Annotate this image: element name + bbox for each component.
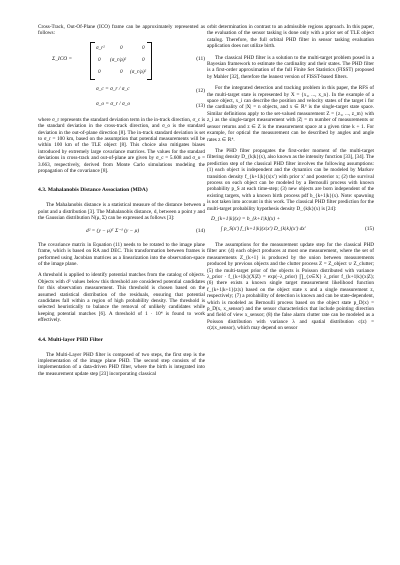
assumptions-paragraph: The assumptions for the measurement update step for the classical PHD filter are: (4) each object produces at most one measurement, where the set of measurements Z_{k+1} is produced by the union between measurements produced by previous objects and the clutter process Z = Z_object ∪ Z_clutter; (5) the multi-target prior of the objects is Poisson distributed with variance λ_prior · f_{k+1|k}(X|Z) = exp(−λ_prior) ∏_{x∈X} λ_prior f_{k+1|k}(x|Z); (6) there exists a known single target measurement likelihood function f_{k+1|k+1}(z|x) based on the object state x and a single measurement z, respectively; (7) a probability of detection is known and can be state-dependent, which is modeled as Bernoulli process based on the object state p_D(x) = p_D(x, x_sensor) and the sensor characteristics that include pointing direction and field of view x_sensor; (8) the false alarm clutter rate can be modeled as a Poisson distribution with variance λ and spatial distribution c(z) = c(z|x_sensor), which may depend on sensor [207,241,374,332]
left-column [38,24,205,377]
matrix-cell: (σ_r/ρ)² [130,68,147,75]
matrix-cell: 0 [142,56,145,63]
right-column [207,24,374,332]
equation-14 [38,225,205,239]
matrix-cell: 0 [120,68,123,75]
equation-12-number: (12) [196,87,205,94]
mda-paragraph: The Mahalanobis distance is a statistical measure of the distance between a point and a distribution [3]. The Mahalanobis distance, d, between a point y and the Gaussian distribution N(μ, Σ) can be expressed as follows [3]: [38,202,205,222]
matrix-cell: 0 [120,44,123,51]
equation-11 [38,40,205,82]
equation-12-body: σ_c = σ_r / σ_c [96,85,130,92]
matrix-bracket-right [147,42,152,80]
equation-13-body: σ_o = σ_r / σ_o [96,100,131,107]
matrix-cell: σ_r² [96,44,105,51]
section-heading-mda: 4.3. Mahalanobis Distance Association (MDA) [38,187,148,194]
matrix-cell: (σ_r/ρ)² [110,56,127,63]
equation-15-line-1: D_{k+1|k}(x) = b_{k+1|k}(x) + [211,215,281,222]
section-heading-phd: 4.4. Multi-layer PHD Filter [38,336,103,343]
intro-paragraph: Cross-Track, Out-Of-Plane (ICO) frame can be approximately represented as follows: [38,24,205,37]
matrix-cell: 0 [98,56,101,63]
equation-13 [38,100,205,112]
equation-11-label: Σ_ICO = [52,55,73,62]
propagation-paragraph: The PHD filter propagates the first-order moment of the multi-target filtering density D_{k|k}(x), also known as the intensity function [33], [34]. The prediction step of the classical PHD filter involves the following assumptions: (1) each object is independent and the dynamics can be modeled by Markov transition density f_{k+1|k}(x|x′) with prior x′ and posterior x; (2) the survival process on each object can be modeled by a Bernoulli process with known probability p_S at each time-step; (3) new objects are born independent of the existing targets, with a known birth process pdf b_{k+1|k}(x). Note: spawning is not taken into account in this work. The classical PHD filter prediction for the multi-target probability hypothesis density D_{k|k}(x) is [24]: [207,147,374,212]
orbit-paragraph: orbit determination in contrast to an admissible regions approach. In this paper, the evaluation of the sensor tasking is done only with a prior set of TLE object catalog. Therefore, the full orbital PHD filter in sensor tasking evaluation application does not utilize birth. [207,24,374,50]
equation-11-number: (11) [196,55,205,62]
covariance-matrix [90,42,152,78]
matrix-cell: 0 [142,44,145,51]
threshold-paragraph: A threshold is applied to identify potential matches from the catalog of objects. Objects with d² values below this threshold are considered potential candidates for this observation measurement. This threshold is chosen based on the assumed statistical distribution of the residuals, ensuring that potential candidates fall within a region of high probability density. The threshold is selected heuristically to balance the removal of unlikely candidates while keeping potential matches [6]. A threshold of 1 · 10⁴ is found to work effectively. [38,272,205,324]
matrix-bracket-left [90,42,95,80]
equation-15-number: (15) [365,225,374,232]
equation-15 [207,215,374,239]
equation-13-number: (13) [196,102,205,109]
classical-phd-paragraph: The classical PHD filter is a solution to the multi-target problem posed in a Bayesian framework to estimate the cardinality and their states. The PHD filter is a first-order approximation of the full Finite Set Statistics (FISST) proposed by Mahler [32], therefore the leanest version of FISST-based filters. [207,54,374,80]
sigma-paragraph: where σ_r represents the standard deviation term in the in-track direction, σ_c is the standard deviation in the cross-track direction, and σ_o is the standard deviation in the out-of-plane direction [8]. The in-track standard deviation is set to σ_r = 100 km, based on the assumption that potential measurements will be within 100 km of the TLE object [8]. This choice also mitigates biases introduced by extremely large covariance matrices. The values for the standard deviations in cross-track and out-of-plane are given by σ_c = 5.608 and σ_o = 3.663, respectively, derived from Monte Carlo simulations modeling the propagation of the covariance [8]. [38,116,205,175]
tracking-paragraph: For the integrated detection and tracking problem in this paper, the RFS of the multi-target state is represented by X = {x₁, ..., x_n}. In the example of a space object, x_i can describe the position and velocity states of the target i for the cardinality of |X| = n objects, and x ∈ ℝ⁶ is the single-target state space. Similar definitions apply to the set-valued measurement Z = {z₁, ..., z_m} with z_i as the single-target measurement with |Z| = m number of measurements or sensor returns and z ∈ Z is the measurement space at a given time k + 1. For example, for optical the measurement can be described by angles and angle rates z ∈ ℝ⁴. [207,85,374,143]
equation-15-line-2: ∫ p_S(x′) f_{k+1|k}(x|x′) D_{k|k}(x′) dx′ [221,225,306,232]
matrix-cell: 0 [98,68,101,75]
phd-paragraph: The Multi-Layer PHD filter is composed of two steps, the first step is the implementation of the image plane PHD. The second step consists of the implementation of a data-driven PHD filter, where the birth is integrated into the measurement update step [23] incorporating classical [38,351,205,377]
equation-12 [38,85,205,97]
covariance-paragraph: The covariance matrix in Equation (11) needs to be rotated to the image plane frame, which is based on RA and DEC. This transformation between frames is performed using Jacobian matrices as a linearization into the observation-space of the image plane. [38,241,205,267]
equation-14-number: (14) [196,227,205,234]
equation-14-body: d² = (y − μ)ᵀ Σ⁻¹ (y − μ) [86,227,140,234]
